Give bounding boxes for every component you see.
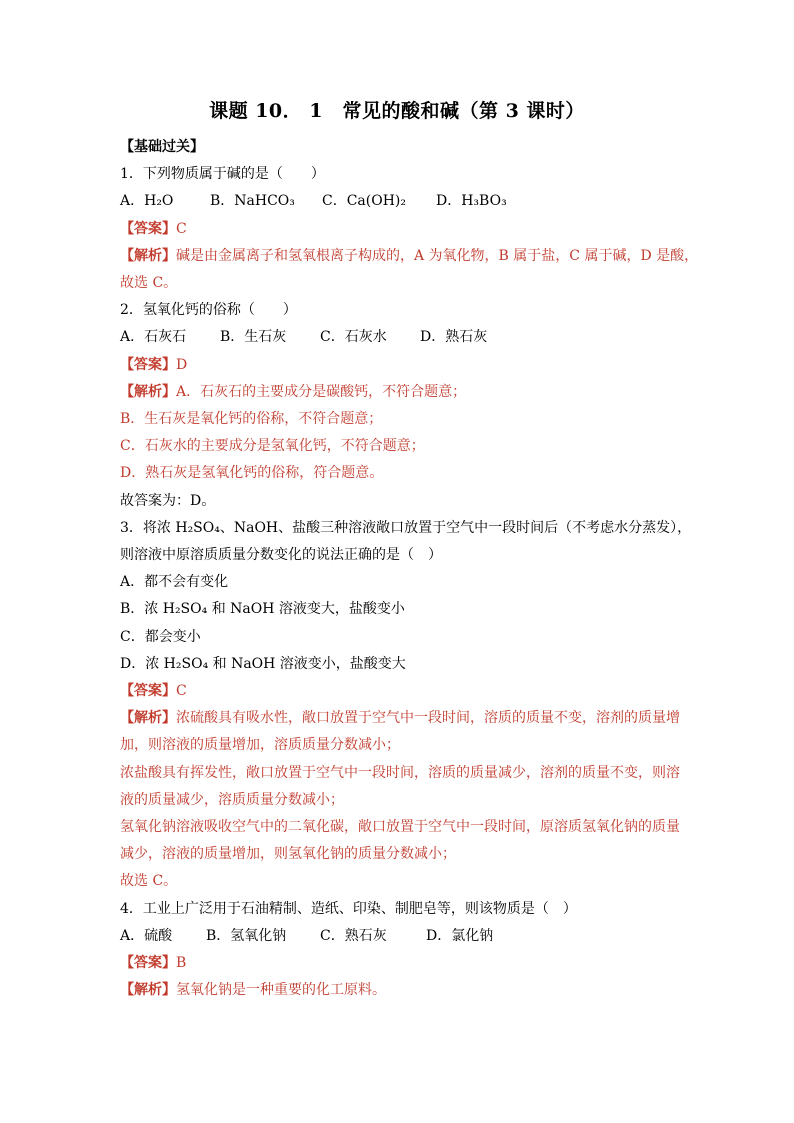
q2-analysis-line: B．生石灰是氧化钙的俗称，不符合题意； [120, 411, 383, 428]
q1-stem: 1．下列物质属于碱的是（ ） [120, 166, 325, 183]
q2-conclusion: 故答案为：D。 [120, 492, 216, 509]
q2-analysis-line: C．石灰水的主要成分是氢氧化钙，不符合题意； [120, 438, 425, 455]
q4-option-b: B．氢氧化钠 [206, 927, 287, 944]
answer-value: C [176, 683, 187, 700]
q3-stem: 3．将浓 H₂SO₄、NaOH、盐酸三种溶液敞口放置于空气中一段时间后（不考虑水分蒸发）， [120, 519, 692, 536]
q2-option-a: A．石灰石 [120, 329, 187, 346]
analysis-tag: 【解析】 [120, 383, 176, 400]
document-body [120, 134, 699, 1005]
q4-stem: 4．工业上广泛用于石油精制、造纸、印染、制肥皂等，则该物质是（ ） [120, 900, 577, 917]
q2-stem: 2．氢氧化钙的俗称（ ） [120, 302, 297, 319]
analysis-tag: 【解析】 [120, 982, 176, 999]
q4-analysis-line [120, 977, 680, 1004]
q3-analysis-line: 液的质量减少，溶质质量分数减小； [120, 791, 344, 808]
q3-option-d: D．浓 H₂SO₄ 和 NaOH 溶液变小，盐酸变大 [120, 655, 406, 672]
analysis-tag: 【解析】 [120, 247, 176, 264]
q4-options [120, 923, 680, 950]
q4-option-c: C．熟石灰 [320, 927, 387, 944]
answer-value: D [176, 356, 188, 373]
q3-option-b: B．浓 H₂SO₄ 和 NaOH 溶液变大，盐酸变小 [120, 601, 405, 618]
q3-option-c: C．都会变小 [120, 628, 201, 645]
q3-analysis-line: 浓盐酸具有挥发性，敞口放置于空气中一段时间，溶质的质量减少，溶剂的质量不变，则溶 [120, 764, 680, 781]
q1-option-a: A．H₂O [120, 193, 174, 210]
q1-analysis-line [120, 243, 699, 270]
q1-option-d: D．H₃BO₃ [436, 193, 507, 210]
q4-answer [120, 950, 680, 977]
answer-value: B [176, 955, 187, 972]
answer-tag: 【答案】 [120, 955, 176, 972]
q3-analysis-line: 氢氧化钠溶液吸收空气中的二氧化碳，敞口放置于空气中一段时间，原溶质氢氧化钠的质量 [120, 819, 680, 836]
analysis-text: A．石灰石的主要成分是碳酸钙，不符合题意； [176, 383, 467, 400]
q1-answer [120, 216, 680, 243]
analysis-text: 浓硫酸具有吸水性，敞口放置于空气中一段时间，溶质的质量不变，溶剂的质量增 [176, 710, 680, 727]
q3-analysis-line: 加，则溶液的质量增加，溶质质量分数减小； [120, 737, 400, 754]
q3-analysis-line: 故选 C。 [120, 873, 178, 890]
page-title: 课题 10． 1 常见的酸和碱（第 3 课时） [209, 100, 585, 122]
section-heading: 【基础过关】 [120, 139, 204, 155]
q2-option-d: D．熟石灰 [420, 329, 488, 346]
answer-tag: 【答案】 [120, 683, 176, 700]
q1-option-c: C．Ca(OH)₂ [322, 193, 406, 210]
q3-analysis-line [120, 705, 680, 732]
answer-value: C [176, 220, 187, 237]
q2-option-c: C．石灰水 [320, 329, 387, 346]
q2-analysis-line: D．熟石灰是氢氧化钙的俗称，符合题意。 [120, 465, 384, 482]
q4-option-a: A．硫酸 [120, 927, 173, 944]
q3-answer [120, 678, 680, 705]
analysis-text: 氢氧化钠是一种重要的化工原料。 [176, 982, 386, 999]
q4-option-d: D．氯化钠 [426, 927, 494, 944]
q3-stem: 则溶液中原溶质质量分数变化的说法正确的是（ ） [120, 547, 442, 564]
answer-tag: 【答案】 [120, 356, 176, 373]
analysis-tag: 【解析】 [120, 710, 176, 727]
q2-answer [120, 352, 680, 379]
q1-analysis-line: 故选 C。 [120, 275, 178, 292]
q1-option-b: B．NaHCO₃ [210, 193, 295, 210]
answer-tag: 【答案】 [120, 220, 176, 237]
q2-analysis-line [120, 379, 680, 406]
q3-option-a: A．都不会有变化 [120, 574, 229, 591]
q1-options [120, 188, 680, 215]
q2-options [120, 324, 680, 351]
q3-analysis-line: 减少，溶液的质量增加，则氢氧化钠的质量分数减小； [120, 846, 456, 863]
q2-option-b: B．生石灰 [220, 329, 287, 346]
analysis-text: 碱是由金属离子和氢氧根离子构成的，A 为氧化物，B 属于盐，C 属于碱，D 是酸， [176, 247, 699, 264]
